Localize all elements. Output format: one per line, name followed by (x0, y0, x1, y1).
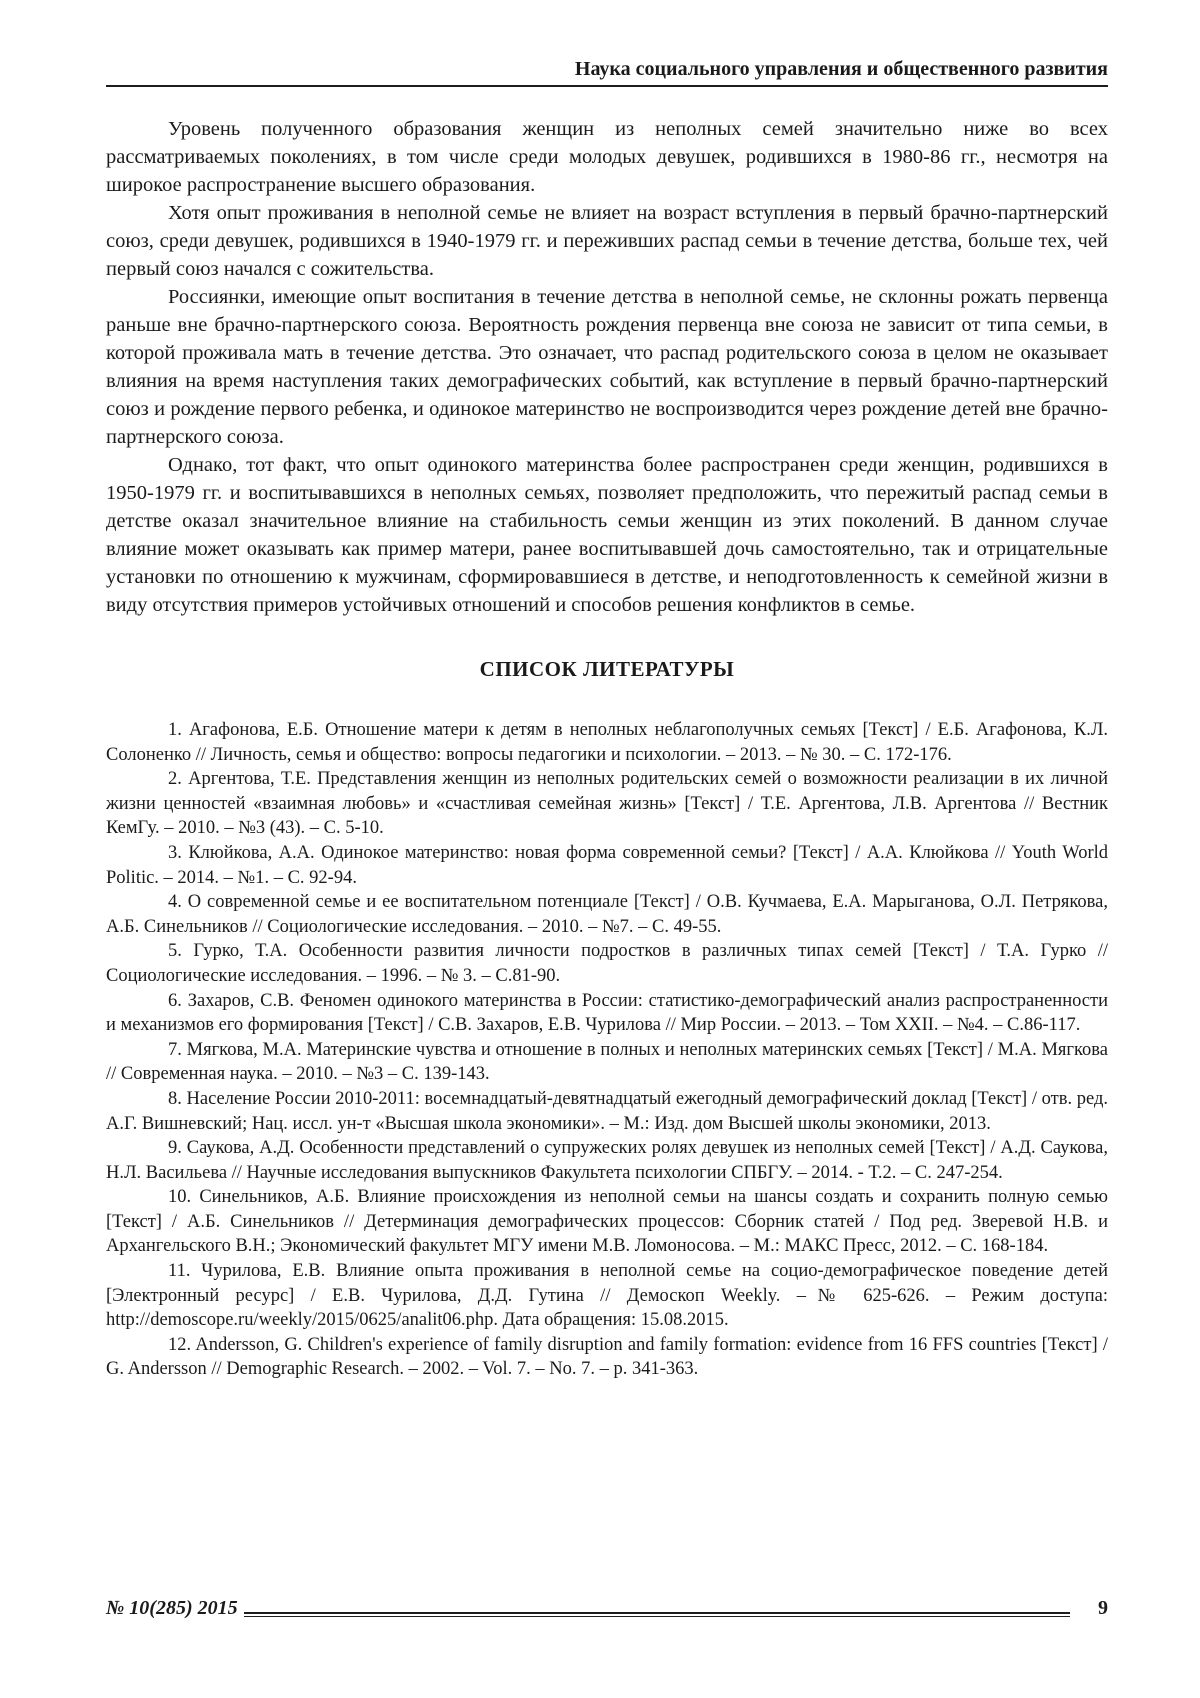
reference-item: 4. О современной семье и ее воспитательном потенциале [Текст] / О.В. Кучмаева, Е.А. Марыганова, О.Л. Петрякова, А.Б. Синельников // Социологические исследования. – 2010. – №7. – С. 49-55. (106, 892, 1108, 937)
page-footer (106, 1597, 1108, 1620)
reference-item: 10. Синельников, А.Б. Влияние происхождения из неполной семьи на шансы создать и сохранить полную семью [Текст] / А.Б. Синельников // Детерминация демографических процессов: Сборник статей / Под ред. Зверевой Н.В. и Архангельского В.Н.; Экономический факультет МГУ имени М.В. Ломоносова. – М.: МАКС Пресс, 2012. – С. 168-184. (106, 1187, 1108, 1257)
reference-item: 9. Саукова, А.Д. Особенности представлений о супружеских ролях девушек из неполных семей [Текст] / А.Д. Саукова, Н.Л. Васильева // Научные исследования выпускников Факультета психологии СПБГУ. – 2014. - Т.2. – С. 247-254. (106, 1138, 1108, 1183)
reference-item: 7. Мягкова, М.А. Материнские чувства и отношение в полных и неполных материнских семьях [Текст] / М.А. Мягкова // Современная наука. – 2010. – №3 – С. 139-143. (106, 1039, 1108, 1085)
references-list (106, 718, 1108, 1382)
reference-item: 3. Клюйкова, А.А. Одинокое материнство: новая форма современной семьи? [Текст] / А.А. Клюйкова // Youth World Politic. – 2014. – №1. – С. 92-94. (106, 842, 1108, 888)
reference-item: 12. Andersson, G. Children's experience of family disruption and family formation: evidence from 16 FFS countries [Текст] / G. Andersson // Demographic Research. – 2002. – Vol. 7. – No. 7. – p. 341-363. (106, 1334, 1108, 1380)
reference-item: 8. Население России 2010-2011: восемнадцатый-девятнадцатый ежегодный демографический доклад [Текст] / отв. ред. А.Г. Вишневский; Нац. иссл. ун-т «Высшая школа экономики». – М.: Изд. дом Высшей школы экономики, 2013. (106, 1088, 1108, 1134)
issue-label: № 10(285) 2015 (106, 1597, 238, 1619)
reference-item: 11. Чурилова, Е.В. Влияние опыта проживания в неполной семье на социо-демографическое поведение детей [Электронный ресурс] / Е.В. Чурилова, Д.Д. Гутина // Демоскоп Weekly. –№ 625-626. – Режим доступа: http://demoscope.ru/weekly/2015/0625/analit06.php. Дата обращения: 15.08.2015. (106, 1261, 1108, 1331)
paragraph: Однако, тот факт, что опыт одинокого материнства более распространен среди женщин, родившихся в 1950-1979 гг. и воспитывавшихся в неполных семьях, позволяет предположить, что пережитый распад семьи в детстве оказал значительное влияние на стабильность семьи женщин из этих поколений. В данном случае влияние может оказывать как пример матери, ранее воспитывавшей дочь самостоятельно, так и отрицательные установки по отношению к мужчинам, сформировавшиеся в детстве, и неподготовленность к семейной жизни в виду отсутствия примеров устойчивых отношений и способов решения конфликтов в семье. (106, 454, 1108, 616)
reference-item: 2. Аргентова, Т.Е. Представления женщин из неполных родительских семей о возможности реализации в их личной жизни ценностей «взаимная любовь» и «счастливая семейная жизнь» [Текст] / Т.Е. Аргентова, Л.В. Аргентова // Вестник КемГу. – 2010. – №3 (43). – С. 5-10. (106, 769, 1108, 839)
reference-item: 5. Гурко, Т.А. Особенности развития личности подростков в различных типах семей [Текст] / Т.А. Гурко // Социологические исследования. – 1996. – № 3. – С.81-90. (106, 941, 1108, 986)
reference-item: 1. Агафонова, Е.Б. Отношение матери к детям в неполных неблагополучных семьях [Текст] / Е.Б. Агафонова, К.Л. Солоненко // Личность, семья и общество: вопросы педагогики и психологии. – 2013. – № 30. – С. 172-176. (106, 720, 1108, 765)
article-body (106, 115, 1108, 619)
paragraph: Хотя опыт проживания в неполной семье не влияет на возраст вступления в первый брачно-партнерский союз, среди девушек, родившихся в 1940-1979 гг. и переживших распад семьи в течение детства, больше тех, чей первый союз начался с сожительства. (106, 202, 1108, 280)
footer-rule (244, 1612, 1070, 1617)
reference-item: 6. Захаров, С.В. Феномен одинокого материнства в России: статистико-демографический анализ распространенности и механизмов его формирования [Текст] / С.В. Захаров, Е.В. Чурилова // Мир России. – 2013. – Том XXII. – №4. – С.86-117. (106, 990, 1108, 1036)
running-header (106, 56, 1108, 87)
page-number: 9 (1098, 1597, 1108, 1619)
paragraph: Россиянки, имеющие опыт воспитания в течение детства в неполной семье, не склонны рожать первенца раньше вне брачно-партнерского союза. Вероятность рождения первенца вне союза не зависит от типа семьи, в которой проживала мать в течение детства. Это означает, что распад родительского союза в целом не оказывает влияния на время наступления таких демографических событий, как вступление в первый брачно-партнерский союз и рождение первого ребенка, и одинокое материнство не воспроизводится через рождение детей вне брачно-партнерского союза. (106, 286, 1108, 448)
paragraph: Уровень полученного образования женщин из неполных семей значительно ниже во всех рассматриваемых поколениях, в том числе среди молодых девушек, родившихся в 1980-86 гг., несмотря на широкое распространение высшего образования. (106, 118, 1108, 196)
references-heading: СПИСОК ЛИТЕРАТУРЫ (479, 657, 735, 681)
page-title: Наука социального управления и общественного развития (574, 58, 1108, 80)
